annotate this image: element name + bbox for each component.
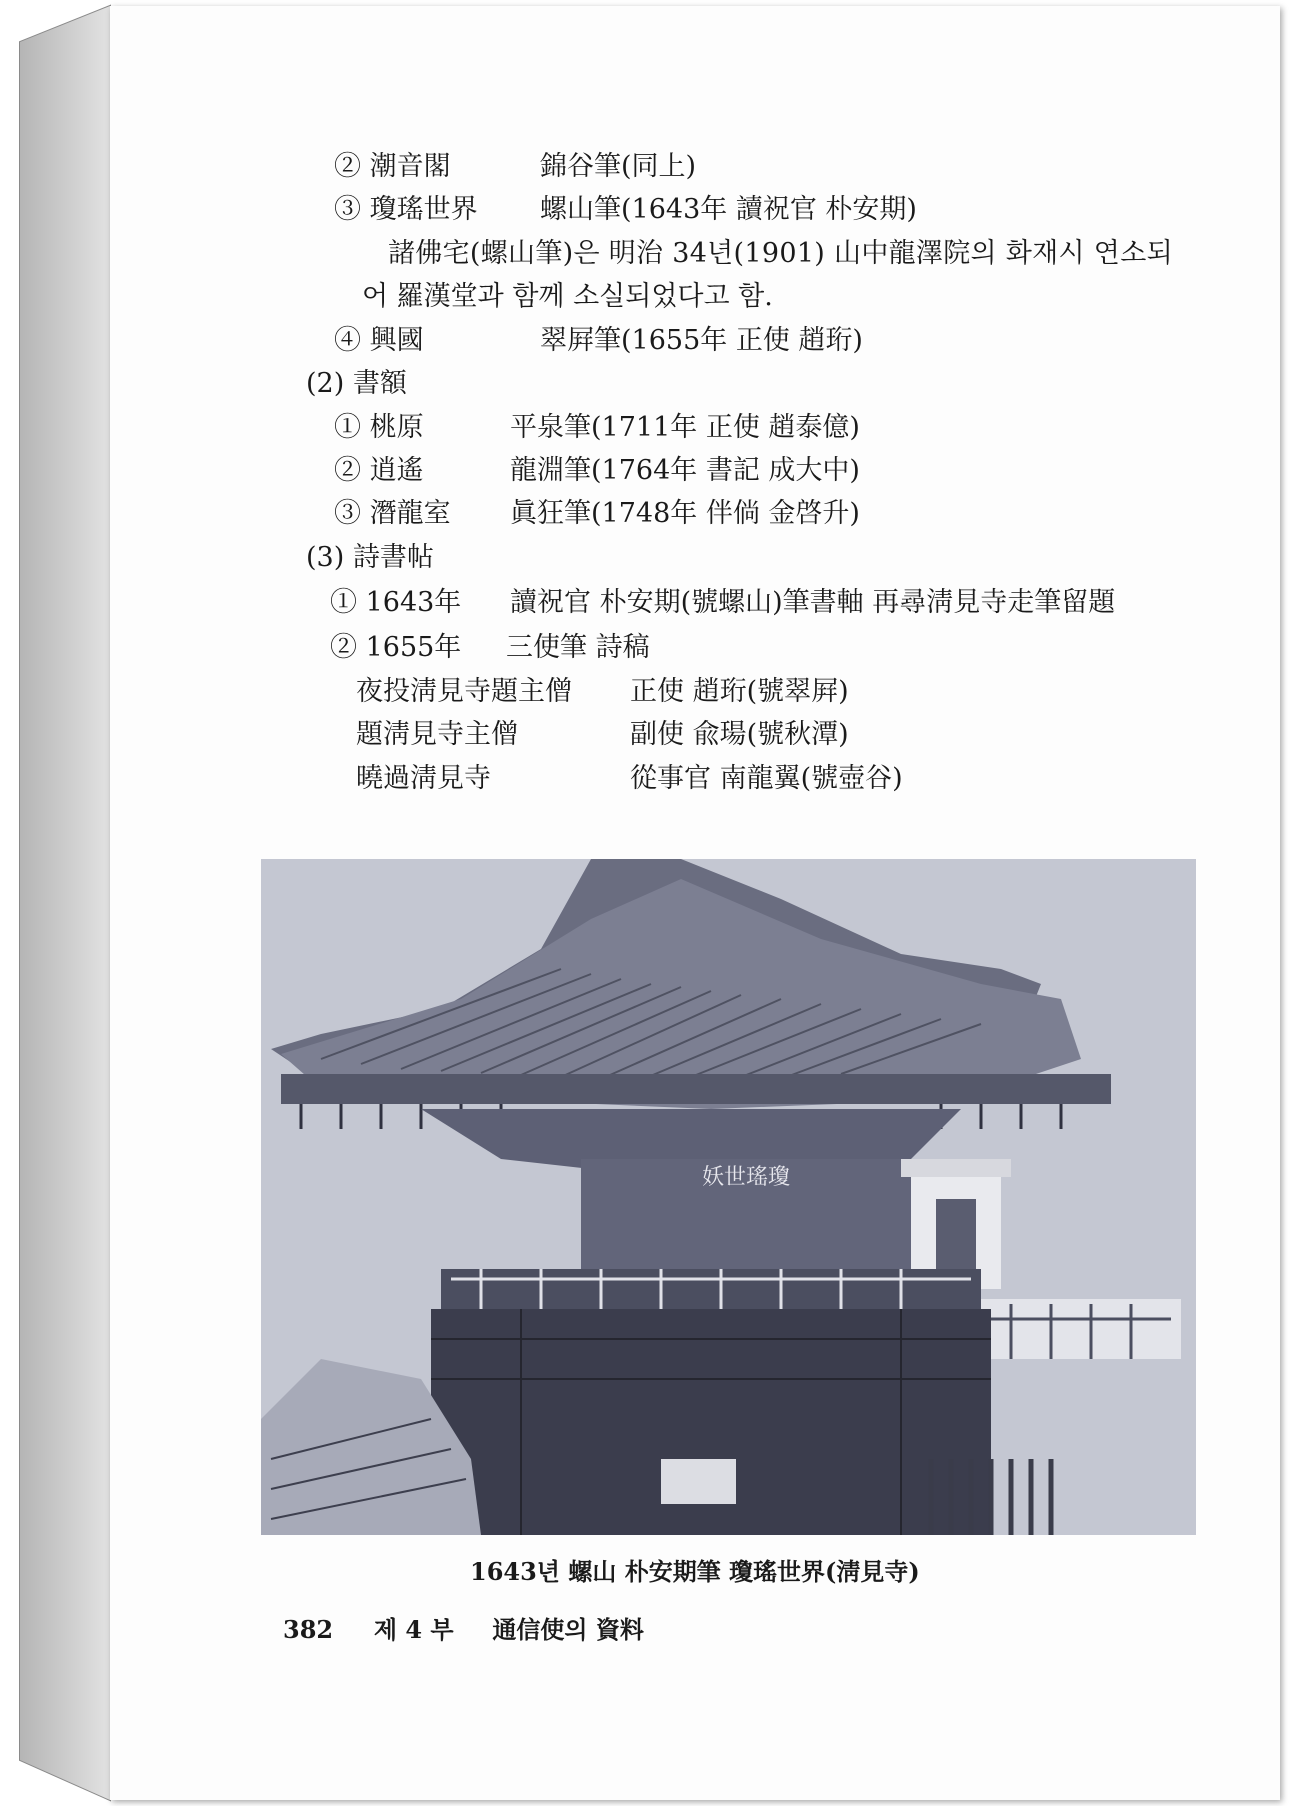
text-line <box>388 237 1173 271</box>
item-label: ① 桃原 <box>334 412 424 443</box>
paragraph-text: 諸佛宅(螺山筆)은 明治 34년(1901) 山中龍澤院의 화재시 연소되 <box>388 238 1173 269</box>
item-detail: 錦谷筆(同上) <box>540 151 697 182</box>
photo-plaque: 妖世瑤瓊 <box>701 1165 791 1190</box>
item-label: ③ 瓊瑤世界 <box>334 194 478 225</box>
item-label: ② 1655年 <box>330 632 462 663</box>
poem-title: 夜投淸見寺題主僧 <box>356 676 572 707</box>
item-detail: 平泉筆(1711年 正使 趙泰億) <box>510 412 860 443</box>
text-line <box>330 631 650 665</box>
text-line <box>334 150 697 184</box>
item-detail: 龍淵筆(1764年 書記 成大中) <box>510 455 860 486</box>
item-label: ③ 潛龍室 <box>334 498 451 529</box>
section-heading <box>306 367 407 401</box>
text-line <box>330 586 1116 620</box>
item-label: ① 1643年 <box>330 587 462 618</box>
poem-title: 題淸見寺主僧 <box>356 719 518 750</box>
poem-author: 正使 趙珩(號翠屛) <box>630 676 849 707</box>
item-detail: 翠屛筆(1655年 正使 趙珩) <box>540 325 863 356</box>
item-detail: 讀祝官 朴安期(號螺山)筆書軸 再尋淸見寺走筆留題 <box>510 587 1116 618</box>
text-line <box>356 762 903 796</box>
paragraph-text: 어 羅漢堂과 함께 소실되었다고 함. <box>362 281 773 312</box>
temple-illustration <box>261 859 1196 1535</box>
item-label: ④ 興國 <box>334 325 424 356</box>
text-line <box>356 675 849 709</box>
page-footer <box>283 1610 644 1645</box>
poem-author: 副使 兪瑒(號秋潭) <box>630 719 849 750</box>
item-detail: 三使筆 詩稿 <box>506 632 650 663</box>
text-line <box>334 454 860 488</box>
text-line <box>334 497 860 531</box>
section-heading-text: (2) 書額 <box>306 368 407 399</box>
lower-plaque <box>661 1459 736 1504</box>
temple-photo <box>261 859 1196 1535</box>
text-line <box>362 280 773 314</box>
chapter-title: 通信使의 資料 <box>492 1615 644 1644</box>
item-label: ② 潮音閣 <box>334 151 451 182</box>
page-number: 382 <box>283 1615 334 1644</box>
photo-caption: 1643년 螺山 朴安期筆 瓊瑤世界(淸見寺) <box>470 1557 920 1586</box>
text-line <box>334 411 860 445</box>
section-heading <box>306 541 434 575</box>
item-label: ② 逍遙 <box>334 455 424 486</box>
text-line <box>356 718 849 752</box>
text-line <box>334 193 917 227</box>
item-detail: 螺山筆(1643年 讀祝官 朴安期) <box>540 194 917 225</box>
item-detail: 眞狂筆(1748年 伴倘 金啓升) <box>510 498 860 529</box>
poem-author: 從事官 南龍翼(號壺谷) <box>630 763 903 794</box>
section-heading-text: (3) 詩書帖 <box>306 542 434 573</box>
text-line <box>334 324 863 358</box>
poem-title: 曉過淸見寺 <box>356 763 491 794</box>
part-label: 제 4 부 <box>373 1615 454 1644</box>
